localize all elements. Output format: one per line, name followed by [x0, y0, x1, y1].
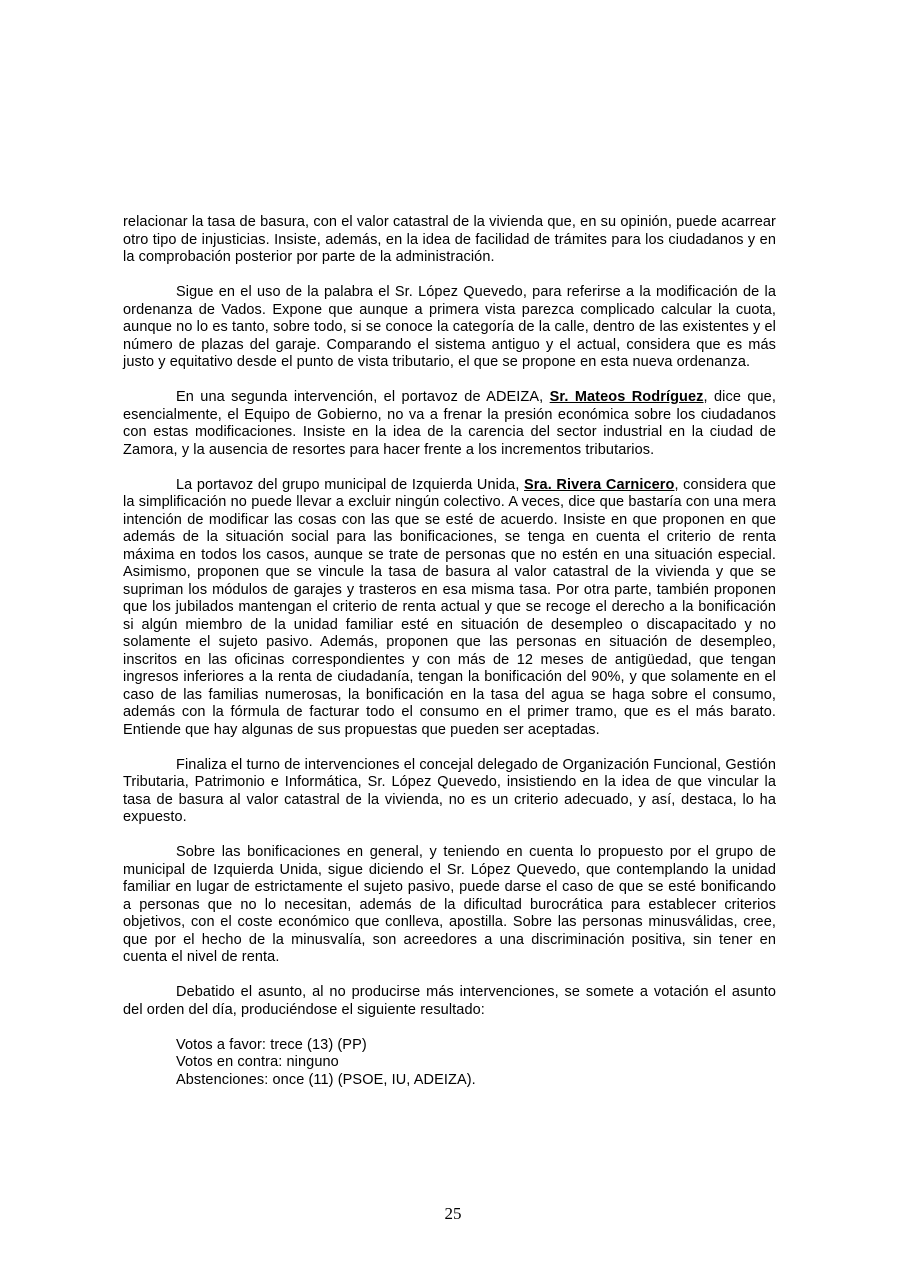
vote-result-line: Votos en contra: ninguno — [176, 1054, 339, 1070]
vote-result-line: Votos a favor: trece (13) (PP) — [176, 1036, 367, 1053]
page-number: 25 — [444, 1204, 462, 1223]
vote-result-line: Abstenciones: once (11) (PSOE, IU, ADEIZA). — [176, 1071, 476, 1088]
speaker-name: Sr. Mateos Rodríguez — [549, 389, 704, 405]
document-body — [123, 214, 776, 1089]
paragraph: Sigue en el uso de la palabra el Sr. López Quevedo, para referirse a la modificación de la ordenanza de Vados. Expone que aunque a primera vista parezca complicado calcular la cuota, aunque no lo es tanto, sobre todo, si se conoce la categoría de la calle, dentro de las existentes y el número de plazas del garaje. Comparando el sistema antiguo y el actual, considera que es más justo y equitativo desde el punto de vista tributario, el que se propone en esta nueva ordenanza. — [123, 284, 776, 370]
speaker-name: Sra. Rivera Carnicero — [524, 476, 675, 493]
paragraph: relacionar la tasa de basura, con el valor catastral de la vivienda que, en su opinión, puede acarrear otro tipo de injusticias. Insiste, además, en la idea de facilidad de trámites para los ciudadanos y en la comprobación posterior por parte de la administración. — [123, 214, 776, 265]
paragraph: En una segunda intervención, el portavoz de ADEIZA, Sr. Mateos Rodríguez, dice que, esencialmente, el Equipo de Gobierno, no va a frenar la presión económica sobre los ciudadanos con estas modificaciones. Insiste en la idea de la carencia del sector industrial en la ciudad de Zamora, y la ausencia de resortes para hacer frente a los incrementos tributarios. — [123, 389, 776, 458]
paragraph: Finaliza el turno de intervenciones el concejal delegado de Organización Funcional, Gestión Tributaria, Patrimonio e Informática, Sr. López Quevedo, insistiendo en la idea de que vincular la tasa de basura al valor catastral de la vivienda, no es un criterio adecuado, y así, destaca, lo ha expuesto. — [123, 756, 776, 825]
paragraph: Sobre las bonificaciones en general, y teniendo en cuenta lo propuesto por el grupo de municipal de Izquierda Unida, sigue diciendo el Sr. López Quevedo, que contemplando la unidad familiar en lugar de estrictamente el sujeto pasivo, puede darse el caso de que se esté bonificando a personas que no lo necesitan, además de la dificultad burocrática para establecer criterios objetivos, con el coste económico que conlleva, apostilla. Sobre las personas minusválidas, cree, que por el hecho de la minusvalía, son acreedores a una discriminación positiva, sin tener en cuenta el nivel de renta. — [123, 844, 776, 965]
paragraph: La portavoz del grupo municipal de Izquierda Unida, Sra. Rivera Carnicero, considera que la simplificación no puede llevar a excluir ningún colectivo. A veces, dice que bastaría con una mera intención de modificar las cosas con las que se esté de acuerdo. Insiste en que proponen en que además de la situación social para las bonificaciones, se tenga en cuenta el criterio de renta máxima en todos los casos, aunque se trate de personas que no estén en una situación especial. Asimismo, proponen que se vincule la tasa de basura al valor catastral de la vivienda y que se supriman los módulos de garajes y trasteros en esa misma tasa. Por otra parte, también proponen que los jubilados mantengan el criterio de renta actual y que se recoge el derecho a la bonificación si algún miembro de la unidad familiar esté en situación de desempleo o discapacitado y no solamente el sujeto pasivo. Además, proponen que las personas en situación de desempleo, inscritos en las oficinas correspondientes y con más de 12 meses de antigüedad, que tengan ingresos inferiores a la renta de ciudadanía, tengan la bonificación del 90%, y que solamente en el caso de las familias numerosas, la bonificación en la tasa del agua se haga sobre el consumo, además con la fórmula de facturar todo el consumo en el primer tramo, que es el más barato. Entiende que hay algunas de sus propuestas que pueden ser aceptadas. — [123, 476, 776, 738]
paragraph: Debatido el asunto, al no producirse más intervenciones, se somete a votación el asunto del orden del día, produciéndose el siguiente resultado: — [123, 984, 776, 1018]
